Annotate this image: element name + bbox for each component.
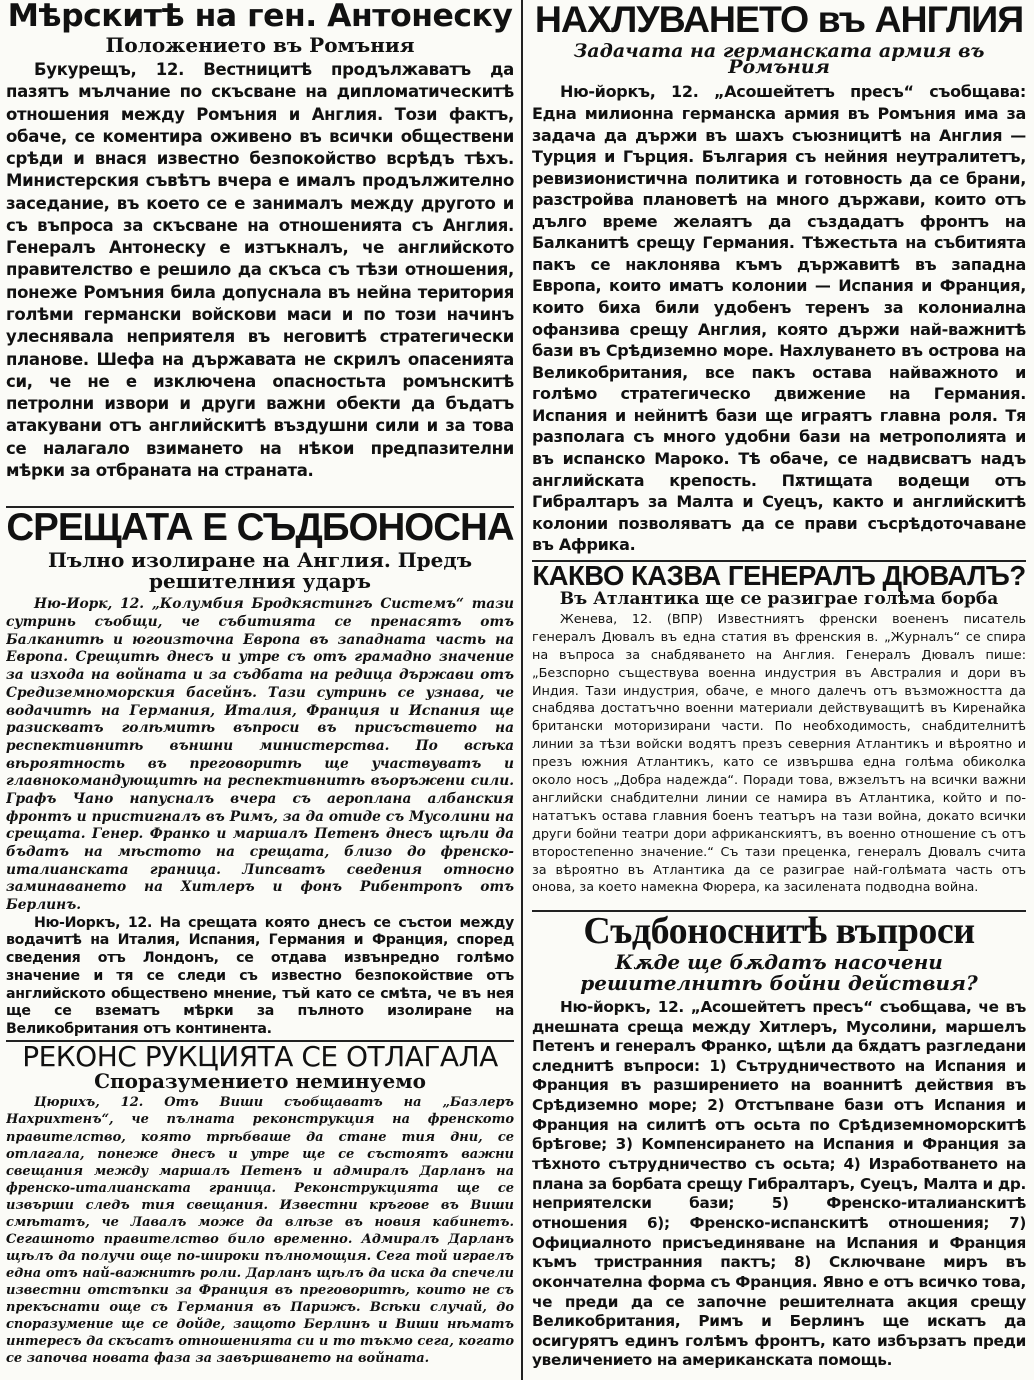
article-body [6,59,514,482]
paragraph: Женева, 12. (ВПР) Известниятъ френски воененъ писатель генералъ Дювалъ въ една статия въ френския в. „Журналъ“ се спира на въпроса за снабдяването на Англия. Генералъ Дювалъ пише: „Безспорно съществува военна индустрия въ Австралия и дори въ Индия. Тази индустрия, обаче, е много далечъ отъ възможността да снабдява достатъчно военни материали действуващитѣ въ Киренайка британски моторизирани части. По необходимость, снабдителнитѣ линии за тѣзи войски водятъ презъ северния Атлантикъ и вѣроятно и презъ южния Атлантикъ, като се извършва една голѣма обиколка около носъ „Добра надежда“. Поради това, вжзелътъ на всички важни английски снабдителни линии се намира въ Атлантика, който и по-нататъкъ остава главния боенъ театъръ на тази война, докато всички други бойни театри дори африканскиятъ, въ военно отношение съ отъ второстепенно значение.“ Съ тази преценка, генералъ Дювалъ счита за вѣроятно въ Атлантика да се разиграе най-голѣмата часть отъ онова, за което намекна Фюрера, ка засилената подводна война. [532,611,1026,896]
article-body [532,998,1026,1371]
paragraph: Цюрихъ, 12. Отъ Виши съобщаватъ на „Базлеръ Нахрихтенъ“, че пълната реконструкция на френското правителство, която трѣбваше да стане тия дни, се отлагала, понеже днесъ и утре ще се състоятъ важни свещания между маршалъ Петенъ и адмиралъ Дарланъ на френско-италианската граница. Реконструкцията ще се извърши следъ тия свещания. Известни кръгове въ Виши смѣтатъ, че Лавалъ може да влѣзе въ новия кабинетъ. Сегашното правителство било временно. Адмиралъ Дарланъ щѣлъ да получи още по-широки пълномощия. Сега той играелъ една отъ най-важнитѣ роли. Дарланъ щѣлъ да иска да спечели известни отстъпки за Франция въ преговоритѣ, които не съ прекъснати още съ Германия въ Парижъ. Всѣки случай, до споразумение ще се дойде, защото Берлинъ и Виши нѣматъ интересъ да скъсатъ отношенията си и то тъкмо сега, когато се започва новата фаза за завършването на войната. [6,1095,514,1367]
right-column [532,0,1026,1380]
subheadline: Задачата на германската армия въ Ромъния [573,40,985,79]
headline: НАХЛУВАНЕТО въ АНГЛИЯ [534,0,1024,40]
column-divider [521,0,523,1380]
article-body-italic [6,596,514,914]
article-questions [532,912,1026,1380]
article-body-bold [6,915,514,1039]
article-body [532,81,1026,555]
subheadline: Пълно изолиране на Англия. Предъ решителния ударъ [47,548,473,594]
article-meeting [6,508,514,1040]
headline: Съдбоноснитѣ въпроси [583,912,975,952]
paragraph: Букурещъ, 12. Вестницитѣ продължаватъ да пазятъ мълчание по скъсване на дипломатическитѣ отношения между Ромъния и Англия. Този фактъ, обаче, се коментира оживено въ всички обществени срѣди и внася известно безпокойство всрѣдъ тѣхъ. Министерския съвѣтъ вчера е ималъ продължително заседание, въ което се е занималъ между другото и съ въпроса за скъсване на отношенията съ Англия. Генералъ Антонеску е изтъкналъ, че английското правителство е решило да скъса съ тѣзи отношения, понеже Ромъния била допуснала въ нейна територия голѣми германски войскови маси и по този начинъ улеснявала неприятеля въ неговитѣ стратегически планове. Шефа на държавата не скрилъ опасенията си, че не е изключена опасностьта ромънскитѣ петролни извори и други важни обекти да бъдатъ атакувани отъ английскитѣ въздушни сили и за това се налагало взимането на нѣкои предпазителни мѣрки за отбраната на страната. [6,60,514,480]
headline: КАКВО КАЗВА ГЕНЕРАЛЪ ДЮВАЛЪ? [532,562,1026,591]
subheadline: Въ Атлантика ще се разиграе голѣма борба [559,588,999,609]
subheadline: Споразумението неминуемо [94,1069,426,1094]
subheadline: Кѫде ще бѫдатъ насочени решителнитѣ бойни действия? [580,949,978,995]
paragraph: Ню-йоркъ, 12. „Асошейтетъ пресъ“ съобщава: Една милионна германска армия въ Ромъния има за задача да държи въ шахъ съюзницитѣ на Англия — Турция и Гърция. България съ нейния неутралитетъ, ревизионистична политика и готовность да се брани, разстройва плановетѣ на много държави, които отъ дълго време желаятъ да създадатъ фронтъ на Балканитѣ срещу Германия. Тѣжестьта на събитията пакъ се наклонява къмъ държавитѣ въ западна Европа, които иматъ колонии — Испания и Франция, които биха били удобенъ теренъ за колониална офанзива срещу Англия, която държи най-важнитѣ бази въ Срѣдиземно море. Нахлуването въ острова на Великобритания, все пакъ остава найважното и голѣмо стратегическо движение на Германия. Испания и нейнитѣ бази ще играятъ главна роля. Тя разполага съ много удобни бази на метрополията и въ испанско Мароко. Тѣ обаче, се надвисватъ надъ английската крепость. Пѫтищата водещи отъ Гибралтаръ за Малта и Суецъ, както и английскитѣ колонии позволяватъ да се прави съсрѣдоточаване въ Африка. [532,82,1026,555]
paragraph: Ню-Иоркъ, 12. На срещата която днесъ се състои между водачитѣ на Италия, Испания, Германия и Франция, според сведения отъ Лондонъ, се отдава извънредно голѣмо значение и тя се следи съ известно безпокойствие отъ английското обществено мнение, тъй като се смѣта, че въ нея ще се взематъ мѣрки за пълното изолиране на Великобритания отъ континента. [6,914,514,1037]
article-reconstruction [6,1042,514,1380]
left-column [6,0,514,1380]
article-romania [6,0,514,506]
headline: РЕКОНС РУКЦИЯТА СЕ ОТЛАГАЛА [22,1042,498,1073]
subheadline: Положението въ Ромъния [105,33,415,58]
article-body [532,611,1026,898]
article-invasion [532,0,1026,560]
article-duval [532,562,1026,910]
article-body [6,1094,514,1367]
paragraph: Ню-Иорк, 12. „Колумбия Бродкястингъ Системъ“ тази сутринь съобщи, че събитията се пренасятъ отъ Балканитѣ и югоизточна Европа въ западната часть на Европа. Срещитѣ днесъ и утре съ отъ грамадно значение за изхода на войната и за съдбата на редица държави отъ Средиземноморския басейнъ. Тази сутринь се узнава, че водачитѣ на Германия, Италия, Франция и Испания ще разискватъ голѣмитѣ въпроси въ присъствието на респективнитѣ външни министерства. По всѣка вѣроятность въ преговоритѣ ще участвуватъ и главнокомандующитѣ на респективнитѣ въоръжени сили. Графъ Чано напусналъ вчера съ аероплана албанския фронтъ и пристигналъ въ Римъ, за да отиде съ Мусолини на срещата. Генер. Франко и маршалъ Петенъ днесъ щѣли да бъдатъ на мѣстото на срещата, близо до френско-италианската граница. Липсватъ сведения относно заминаването на Хитлеръ и фонъ Рибентропъ отъ Берлинъ. [6,596,514,914]
paragraph: Ню-йоркъ, 12. „Асошейтетъ пресъ“ съобщава, че въ днешната среща между Хитлеръ, Мусолини, маршелъ Петенъ и генералъ Франко, щѣли да бѫдатъ разгледани следнитѣ въпроси: 1) Сътрудничеството на Испания и Франция въ разширението на воаннитѣ действия въ Срѣдиземно море; 2) Отстъпване бази отъ Испания и Франция на силитѣ отъ осьта по Срѣдиземноморскитѣ брѣгове; 3) Компенсирането на Испания и Франция за тѣхното сътрудничество съ осьта; 4) Изработването на плана за борбата срещу Гибралтаръ, Суецъ, Малта и др. неприятелски бази; 5) Френско-италианскитѣ отношения 6); Френско-испанскитѣ отношения; 7) Официалното присъединяване на Испания и Франция къмъ тристранния пактъ; 8) Сключване миръ въ окончателна форма съ Франция. Явно е отъ всичко това, че преди да се започне решителната акция срещу Великобритания, Римъ и Берлинъ ще искатъ да осигурятъ единъ голѣмъ фронтъ, като избързатъ преди увеличението на американската помощь. [532,997,1026,1370]
headline: СРЕЩАТА Е СЪДБОНОСНА [6,508,514,549]
headline: Мѣрскитѣ на ген. Антонеску [7,0,513,34]
